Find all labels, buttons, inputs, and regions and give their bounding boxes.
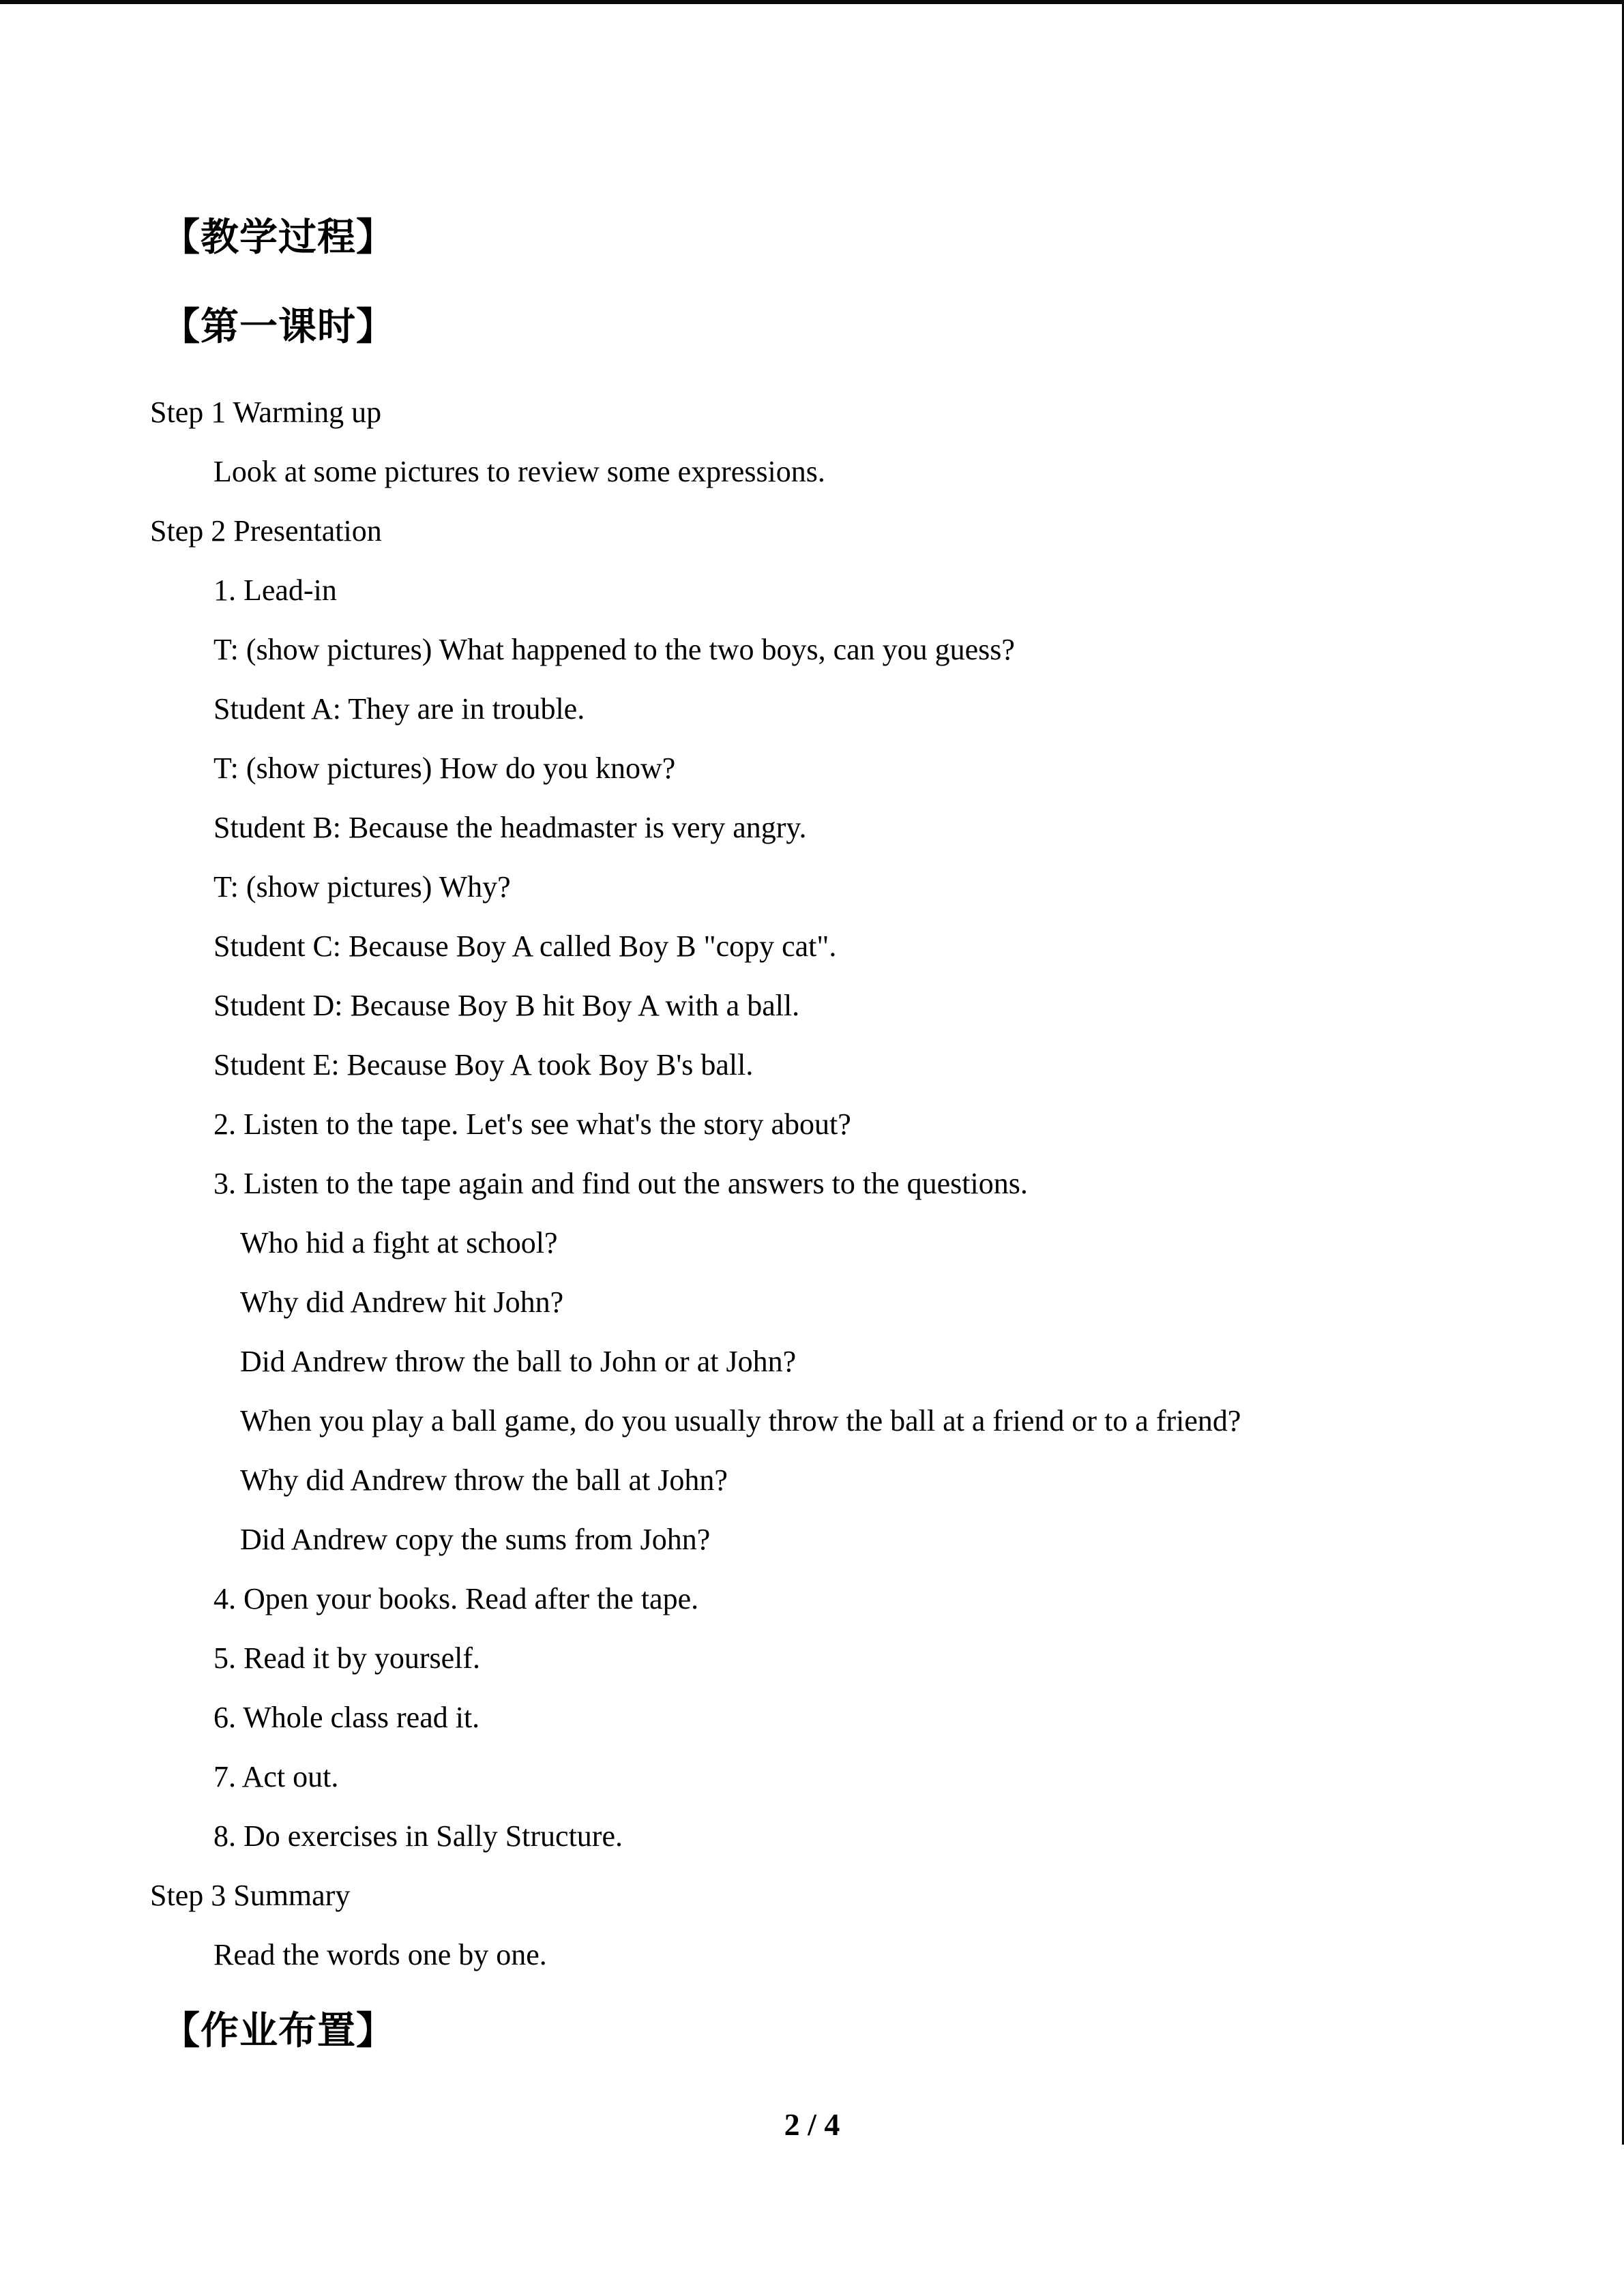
paragraph-line: 2. Listen to the tape. Let's see what's the story about? — [213, 1107, 851, 1141]
paragraph-line: T: (show pictures) What happened to the two boys, can you guess? — [213, 633, 1015, 666]
paragraph-line: Student C: Because Boy A called Boy B "copy cat". — [213, 929, 837, 963]
paragraph-line: 8. Do exercises in Sally Structure. — [213, 1819, 623, 1853]
paragraph-line: T: (show pictures) How do you know? — [213, 751, 676, 785]
paragraph-line: Step 3 Summary — [150, 1879, 351, 1912]
paragraph-line: Student D: Because Boy B hit Boy A with a ball. — [213, 989, 800, 1022]
paragraph-line: 7. Act out. — [213, 1760, 339, 1793]
paragraph-line: Student B: Because the headmaster is very angry. — [213, 811, 807, 844]
paragraph-line: Why did Andrew throw the ball at John? — [240, 1463, 728, 1497]
paragraph-line: Did Andrew throw the ball to John or at John? — [240, 1345, 797, 1378]
heading-teaching-process: 【教学过程】 — [162, 217, 395, 259]
paragraph-line: Who hid a fight at school? — [240, 1226, 558, 1259]
paragraph-line: 4. Open your books. Read after the tape. — [213, 1582, 699, 1615]
paragraph-line: Step 1 Warming up — [150, 396, 382, 429]
page-top-border — [0, 0, 1624, 4]
paragraph-line: Look at some pictures to review some expressions. — [213, 455, 825, 488]
heading-homework: 【作业布置】 — [162, 2010, 395, 2053]
paragraph-line: 1. Lead-in — [213, 573, 337, 607]
paragraph-line: When you play a ball game, do you usually throw the ball at a friend or to a friend? — [240, 1404, 1241, 1437]
paragraph-line: 6. Whole class read it. — [213, 1701, 480, 1734]
paragraph-line: Student A: They are in trouble. — [213, 692, 585, 726]
paragraph-line: 5. Read it by yourself. — [213, 1641, 481, 1675]
paragraph-line: T: (show pictures) Why? — [213, 870, 511, 904]
paragraph-line: Read the words one by one. — [213, 1938, 547, 1971]
paragraph-line: Step 2 Presentation — [150, 514, 382, 548]
paragraph-line: Why did Andrew hit John? — [240, 1285, 564, 1319]
paragraph-line: Did Andrew copy the sums from John? — [240, 1523, 711, 1556]
heading-first-period: 【第一课时】 — [162, 306, 395, 348]
page-number: 2 / 4 — [784, 2107, 840, 2142]
paragraph-line: Student E: Because Boy A took Boy B's ball. — [213, 1048, 754, 1082]
paragraph-line: 3. Listen to the tape again and find out the answers to the questions. — [213, 1167, 1028, 1200]
